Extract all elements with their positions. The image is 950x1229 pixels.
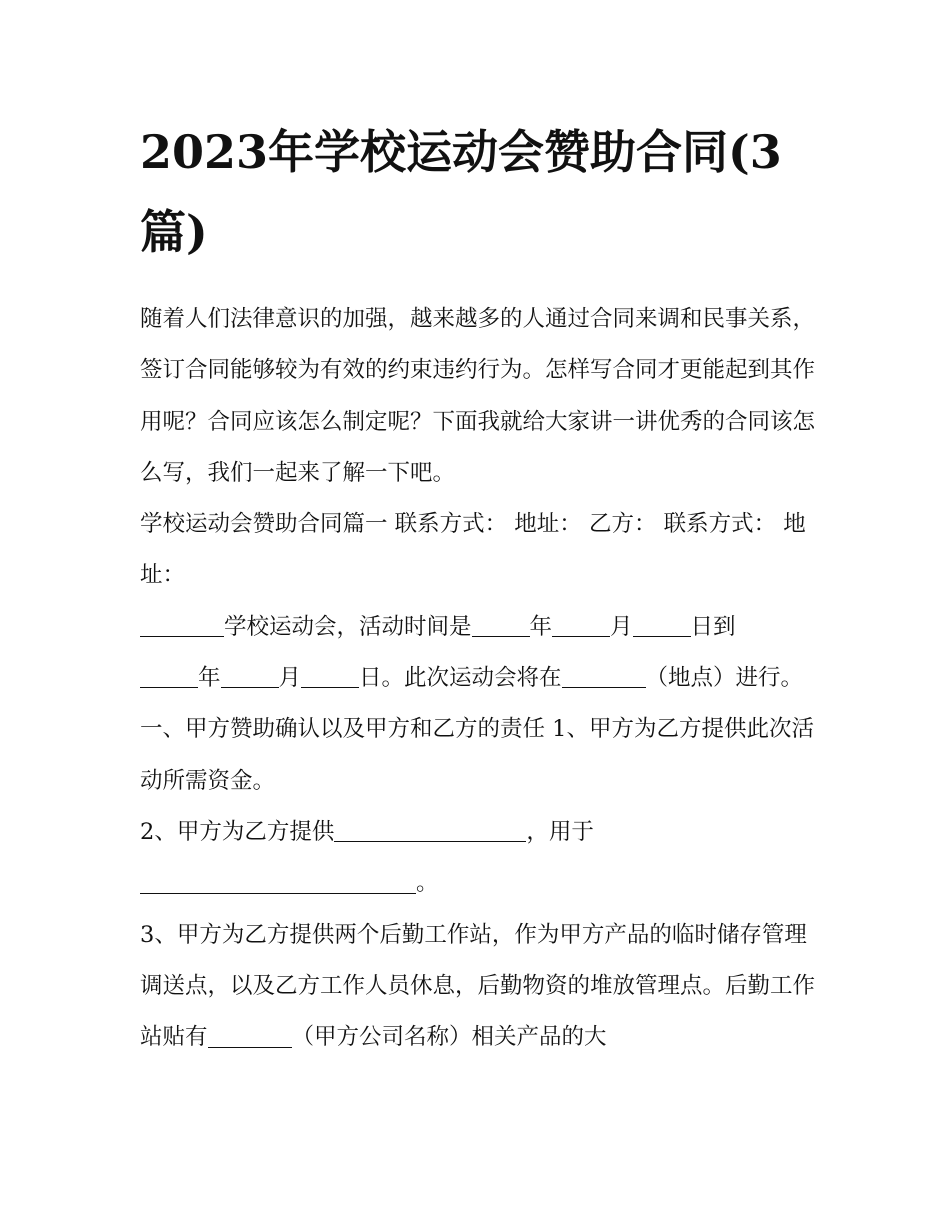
blank-field: [221, 665, 279, 689]
clause-3: 3、甲方为乙方提供两个后勤工作站，作为甲方产品的临时储存管理调送点，以及乙方工作人员休息，后勤物资的堆放管理点。后勤工作站贴有 （甲方公司名称）相关产品的大: [140, 921, 816, 1051]
blank-field: [301, 665, 359, 689]
clause-1: 一、甲方赞助确认以及甲方和乙方的责任 1、甲方为乙方提供此次活动所需资金。: [140, 716, 814, 794]
blank-field: [472, 614, 530, 638]
clause-2: 2、甲方为乙方提供 ，用于 。: [140, 818, 594, 897]
contact-line: 学校运动会赞助合同篇一 联系方式： 地址： 乙方： 联系方式： 地址：: [140, 511, 806, 589]
document-title: 2023年学校运动会赞助合同(3篇): [140, 125, 782, 259]
blank-field: [140, 614, 224, 638]
blank-field: [140, 870, 416, 894]
blank-field: [633, 614, 691, 638]
blank-field: [140, 665, 198, 689]
blank-field: [208, 1024, 292, 1048]
blank-field: [334, 819, 526, 843]
blank-field: [552, 614, 610, 638]
document-body: [140, 294, 820, 1063]
document-page: [140, 112, 820, 1063]
event-paragraph: 学校运动会，活动时间是 年 月 日到 年 月 日。此次运动会将在 （地点）进行。: [140, 602, 820, 705]
intro-paragraph: 随着人们法律意识的加强，越来越多的人通过合同来调和民事关系，签订合同能够较为有效的约束违约行为。怎样写合同才更能起到其作用呢？合同应该怎么制定呢？下面我就给大家讲一讲优秀的合同该怎么写，我们一起来了解一下吧。: [140, 306, 816, 486]
blank-field: [562, 665, 646, 689]
